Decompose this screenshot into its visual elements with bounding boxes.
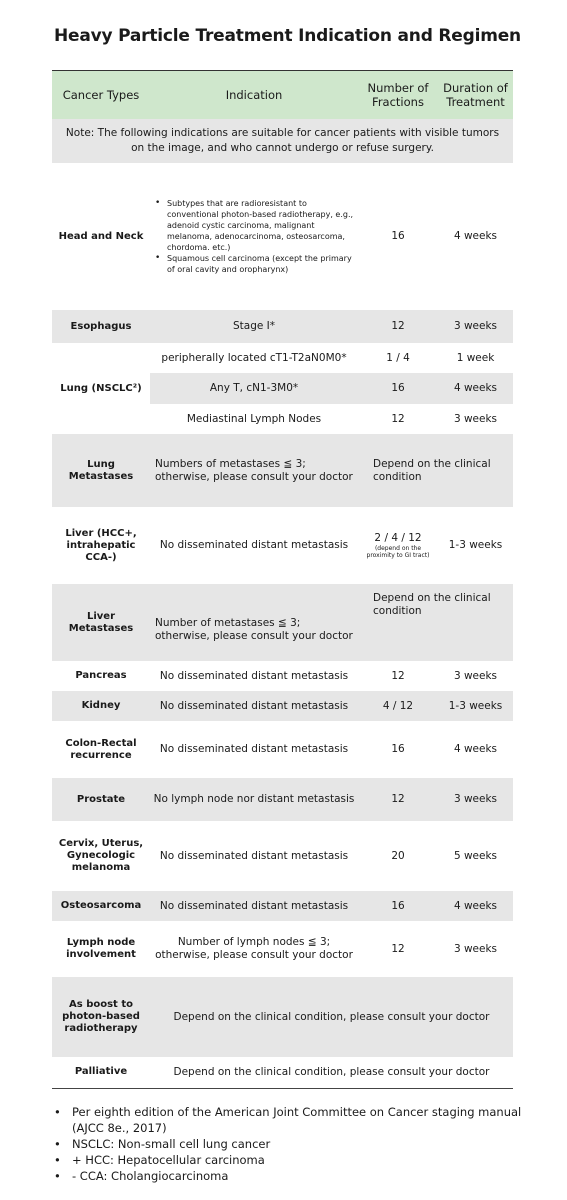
indication-cell: Numbers of metastases ≦ 3; otherwise, please consult your doctor: [155, 457, 353, 483]
footnotes-list: [54, 1104, 534, 1184]
header-fractions: Number of Fractions: [367, 81, 429, 109]
indication-cell: No disseminated distant metastasis: [159, 899, 349, 912]
indication-cell: No disseminated distant metastasis: [159, 699, 349, 712]
table-row-osteosarcoma: [52, 891, 513, 921]
table-row-boost: [52, 977, 513, 1057]
table-row-lymph-node: [52, 921, 513, 977]
note-text: Note: The following indications are suitable for cancer patients with visible tumors on the image, and who cannot undergo or refuse surgery.: [65, 127, 500, 154]
lung-subrow: [150, 404, 513, 434]
footnote-item: • NSCLC: Non-small cell lung cancer: [54, 1136, 534, 1152]
lung-subrow: [150, 343, 513, 373]
fractions-cell: 12: [391, 320, 405, 332]
duration-cell: 3 weeks: [453, 412, 498, 425]
duration-cell: 3 weeks: [453, 320, 498, 332]
header-cancer-types: Cancer Types: [62, 88, 140, 102]
indication-cell: [150, 163, 358, 310]
fractions-value: 2 / 4 / 12: [374, 532, 422, 544]
footnote-item: • + HCC: Hepatocellular carcinoma: [54, 1152, 534, 1168]
table-row-liver: [52, 507, 513, 584]
indication-cell: Mediastinal Lymph Nodes: [186, 412, 322, 425]
cancer-type: Palliative: [74, 1066, 128, 1077]
cancer-type: Prostate: [76, 793, 126, 805]
cancer-type: Cervix, Uterus, Gynecologic melanoma: [58, 838, 144, 873]
fractions-cell: 16: [391, 743, 405, 755]
fractions-cell: 12: [391, 942, 405, 955]
duration-cell: 1 week: [456, 351, 495, 364]
table-row-palliative: [52, 1057, 513, 1087]
fractions-cell: 1 / 4: [386, 351, 410, 364]
table-row-pancreas: [52, 661, 513, 691]
cancer-type: Liver (HCC+, intrahepatic CCA-): [65, 527, 137, 563]
table-row-lung: [52, 343, 513, 434]
table-row-prostate: [52, 778, 513, 821]
indication-cell: Any T, cN1-3M0*: [209, 382, 299, 394]
table-row-liver-metastases: [52, 584, 513, 661]
cancer-type: Osteosarcoma: [60, 900, 142, 911]
indication-cell: Depend on the clinical condition, please consult your doctor: [173, 1010, 490, 1023]
cancer-type: Lymph node involvement: [66, 937, 136, 960]
indication-cell: peripherally located cT1-T2aN0M0*: [161, 351, 347, 364]
indication-cell: No disseminated distant metastasis: [159, 849, 349, 862]
table-row-colon-rectal: [52, 721, 513, 778]
table-row-esophagus: [52, 310, 513, 343]
duration-cell: 4 weeks: [453, 382, 498, 394]
duration-cell: 5 weeks: [453, 849, 498, 862]
duration-cell: 3 weeks: [453, 942, 498, 955]
fractions-cell: 4 / 12: [382, 699, 414, 712]
footnote-item: • - CCA: Cholangiocarcinoma: [54, 1168, 534, 1184]
fractions-cell: [358, 507, 438, 584]
fractions-cell: 12: [391, 412, 405, 425]
list-item: • Squamous cell carcinoma (except the primary of oral cavity and oropharynx): [167, 253, 355, 275]
table-row-kidney: [52, 691, 513, 721]
duration-cell: 4 weeks: [453, 743, 498, 755]
page-title: Heavy Particle Treatment Indication and Regimen: [54, 26, 521, 46]
duration-cell: 3 weeks: [453, 669, 498, 682]
cancer-type: Lung (NSCLC²): [60, 382, 142, 394]
indication-cell: Number of metastases ≦ 3; otherwise, please consult your doctor: [155, 616, 353, 642]
table-row-lung-metastases: [52, 434, 513, 507]
indication-cell: No disseminated distant metastasis: [159, 539, 349, 551]
header-duration: Duration of Treatment: [443, 81, 508, 109]
fractions-cell: 16: [391, 899, 405, 912]
cancer-type: Esophagus: [70, 320, 132, 332]
footnote-item: • Per eighth edition of the American Joint Committee on Cancer staging manual (AJCC 8e., 2017): [54, 1104, 534, 1136]
cancer-type: Liver Metastases: [68, 610, 134, 634]
fractions-cell: 16: [391, 382, 405, 394]
fractions-cell: 16: [391, 230, 405, 242]
indication-cell: No disseminated distant metastasis: [159, 669, 349, 682]
fractions-cell: 20: [391, 849, 405, 862]
cancer-type: Kidney: [81, 700, 121, 711]
indication-cell: Depend on the clinical condition, please consult your doctor: [173, 1065, 490, 1078]
header-indication: Indication: [225, 88, 283, 102]
cancer-type: Colon-Rectal recurrence: [65, 737, 137, 761]
indication-cell: Number of lymph nodes ≦ 3; otherwise, please consult your doctor: [155, 936, 353, 961]
indication-cell: No lymph node nor distant metastasis: [153, 793, 355, 805]
table-row-head-neck: [52, 163, 513, 310]
fractions-cell: 12: [391, 793, 405, 805]
fractions-cell: 12: [391, 669, 405, 682]
fractions-duration-cell: Depend on the clinical condition: [373, 592, 491, 617]
lung-subrow: [150, 373, 513, 404]
table-header-row: [52, 70, 513, 119]
indication-bullet-list: [153, 198, 355, 275]
duration-cell: 4 weeks: [453, 899, 498, 912]
cancer-type: As boost to photon-based radiotherapy: [62, 999, 140, 1034]
fractions-note: (depend on the proximity to GI tract): [366, 545, 430, 559]
duration-cell: 1-3 weeks: [448, 699, 503, 712]
treatment-table: [52, 70, 513, 1087]
indication-cell: No disseminated distant metastasis: [159, 743, 349, 755]
fractions-duration-cell: Depend on the clinical condition: [373, 457, 491, 483]
cancer-type: Pancreas: [75, 670, 127, 681]
duration-cell: 4 weeks: [453, 230, 498, 242]
note-row: [52, 119, 513, 163]
duration-cell: 3 weeks: [453, 793, 498, 805]
cancer-type: Head and Neck: [58, 230, 144, 242]
list-item: • Subtypes that are radioresistant to conventional photon-based radiotherapy, e.g., adenoid cystic carcinoma, malignant melanoma, adenocarcinoma, osteosarcoma, chordoma. etc.): [167, 198, 355, 253]
table-row-cervix-uterus: [52, 821, 513, 891]
duration-cell: 1-3 weeks: [448, 539, 503, 551]
cancer-type: Lung Metastases: [68, 458, 134, 482]
indication-cell: Stage I*: [232, 320, 276, 332]
table-bottom-rule: [52, 1088, 513, 1089]
